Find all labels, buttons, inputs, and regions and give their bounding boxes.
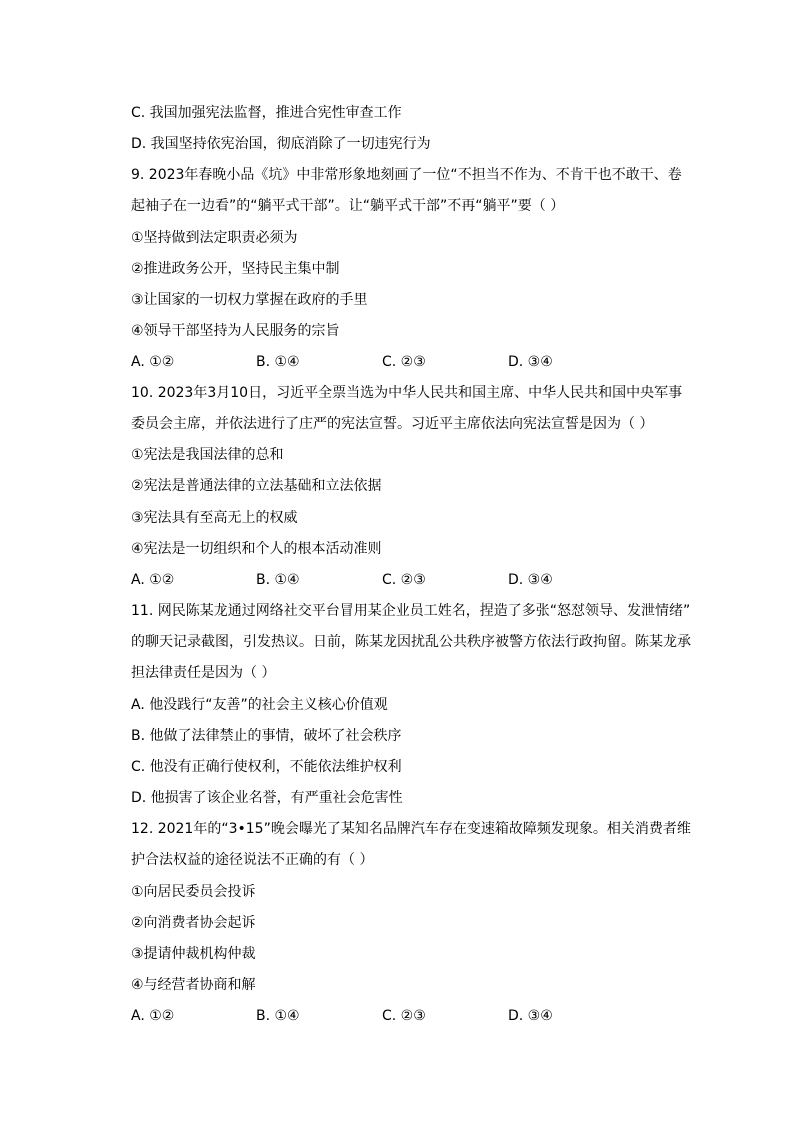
q11-option-d: D. 他损害了该企业名誉，有严重社会危害性	[131, 790, 403, 806]
q12-choice-a: A. ①②	[131, 1008, 175, 1024]
q10-choice-b: B. ①④	[256, 572, 300, 588]
q9-choice-b: B. ①④	[256, 354, 300, 370]
q10-item-3: ③宪法具有至高无上的权威	[131, 510, 298, 526]
q11-stem-line2: 的聊天记录截图，引发热议。日前，陈某龙因扰乱公共秩序被警方依法行政拘留。陈某龙承	[131, 634, 691, 650]
q9-stem-line2: 起袖子在一边看”的“躺平式干部”。让“躺平式干部”不再“躺平”要（ ）	[131, 198, 565, 214]
q12-item-4: ④与经营者协商和解	[131, 977, 256, 993]
q10-stem-line2: 委员会主席，并依法进行了庄严的宪法宣誓。习近平主席依法向宪法宣誓是因为（ ）	[131, 416, 654, 432]
q9-choice-a: A. ①②	[131, 354, 175, 370]
q10-choice-a: A. ①②	[131, 572, 175, 588]
q11-option-a: A. 他没践行“友善”的社会主义核心价值观	[131, 697, 388, 713]
q9-item-2: ②推进政务公开，坚持民主集中制	[131, 261, 340, 277]
q10-item-4: ④宪法是一切组织和个人的根本活动准则	[131, 541, 382, 557]
q12-choice-b: B. ①④	[256, 1008, 300, 1024]
q9-stem-line1: 9. 2023年春晚小品《坑》中非常形象地刻画了一位“不担当不作为、不肯干也不敢干、卷	[131, 167, 682, 183]
q9-choice-c: C. ②③	[382, 354, 426, 370]
q12-choice-d: D. ③④	[508, 1008, 553, 1024]
q11-option-b: B. 他做了法律禁止的事情，破坏了社会秩序	[131, 728, 402, 744]
q8-option-c: C. 我国加强宪法监督，推进合宪性审查工作	[131, 105, 402, 121]
q12-item-1: ①向居民委员会投诉	[131, 884, 256, 900]
q10-choice-c: C. ②③	[382, 572, 426, 588]
q10-stem-line1: 10. 2023年3月10日，习近平全票当选为中华人民共和国主席、中华人民共和国中央军事	[131, 385, 683, 401]
q10-item-1: ①宪法是我国法律的总和	[131, 447, 284, 463]
q12-stem-line1: 12. 2021年的“3•15”晚会曝光了某知名品牌汽车存在变速箱故障频发现象。相关消费者维	[131, 821, 691, 837]
q10-item-2: ②宪法是普通法律的立法基础和立法依据	[131, 478, 382, 494]
q11-option-c: C. 他没有正确行使权利，不能依法维护权利	[131, 759, 402, 775]
q11-stem-line1: 11. 网民陈某龙通过网络社交平台冒用某企业员工姓名，捏造了多张“怒怼领导、发泄情绪”	[131, 603, 691, 619]
q12-item-3: ③提请仲裁机构仲裁	[131, 946, 256, 962]
q8-option-d: D. 我国坚持依宪治国，彻底消除了一切违宪行为	[131, 136, 431, 152]
q11-stem-line3: 担法律责任是因为（ ）	[131, 665, 276, 681]
q9-item-4: ④领导干部坚持为人民服务的宗旨	[131, 323, 340, 339]
q9-item-3: ③让国家的一切权力掌握在政府的手里	[131, 292, 368, 308]
q12-choice-c: C. ②③	[382, 1008, 426, 1024]
q12-item-2: ②向消费者协会起诉	[131, 915, 256, 931]
q10-choice-d: D. ③④	[508, 572, 553, 588]
q12-stem-line2: 护合法权益的途径说法不正确的有（ ）	[131, 852, 374, 868]
q9-choice-d: D. ③④	[508, 354, 553, 370]
q9-item-1: ①坚持做到法定职责必须为	[131, 230, 298, 246]
